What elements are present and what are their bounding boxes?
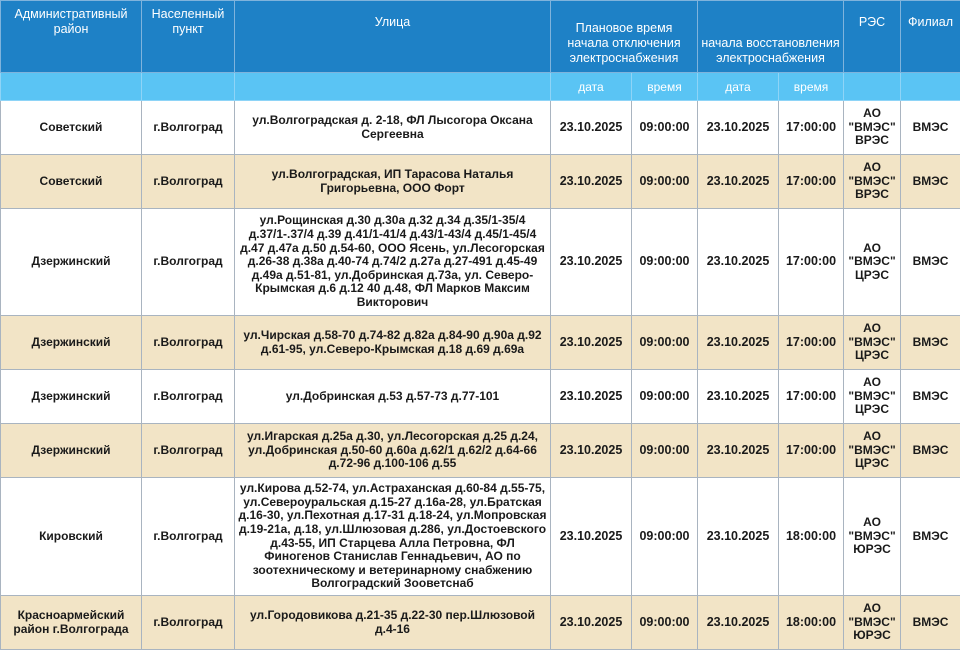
- end-time-cell: 17:00:00: [779, 424, 844, 478]
- start-time-cell: 09:00:00: [632, 370, 698, 424]
- table-row: [1, 424, 960, 478]
- col-planned-start-header: Плановое время начала отключения электроснабжения: [551, 1, 698, 73]
- district-cell: Кировский: [1, 478, 142, 596]
- street-cell: ул.Кирова д.52-74, ул.Астраханская д.60-84 д.55-75, ул.Североуральская д.15-27 д.16а-28, ул.Братская д.16-30, ул.Пехотная д.17-31 д.18-24, ул.Мопровская д.19-21а, д.18, ул.Шлюзовая д.286, ул.Достоевского д.43-55, ИП Старцева Алла Петровна, ФЛ Финогенов Станислав Геннадьевич, АО по зоотехническому и ветеринарному снабжению Волгоградский Зооветснаб: [235, 478, 551, 596]
- start-date-cell: 23.10.2025: [551, 101, 632, 155]
- start-date-cell: 23.10.2025: [551, 596, 632, 650]
- end-time-cell: 17:00:00: [779, 370, 844, 424]
- locality-cell: г.Волгоград: [142, 424, 235, 478]
- district-cell: Дзержинский: [1, 424, 142, 478]
- start-time-cell: 09:00:00: [632, 209, 698, 316]
- header-row: [1, 1, 960, 73]
- start-date-cell: 23.10.2025: [551, 370, 632, 424]
- branch-cell: ВМЭС: [901, 316, 960, 370]
- table-row: [1, 370, 960, 424]
- res-cell: АО "ВМЭС" ВРЭС: [844, 101, 901, 155]
- col-branch-header: Филиал: [901, 1, 960, 73]
- street-cell: ул.Добринская д.53 д.57-73 д.77-101: [235, 370, 551, 424]
- subheader-empty: [142, 73, 235, 101]
- table-row: [1, 316, 960, 370]
- end-date-cell: 23.10.2025: [698, 370, 779, 424]
- start-time-cell: 09:00:00: [632, 316, 698, 370]
- col-planned-restore-header: начала восстановления электроснабжения: [698, 1, 844, 73]
- start-time-cell: 09:00:00: [632, 424, 698, 478]
- locality-cell: г.Волгоград: [142, 370, 235, 424]
- branch-cell: ВМЭС: [901, 424, 960, 478]
- col-locality-header: Населенный пункт: [142, 1, 235, 73]
- district-cell: Советский: [1, 101, 142, 155]
- locality-cell: г.Волгоград: [142, 209, 235, 316]
- res-cell: АО "ВМЭС" ЦРЭС: [844, 316, 901, 370]
- district-cell: Дзержинский: [1, 209, 142, 316]
- end-time-cell: 18:00:00: [779, 596, 844, 650]
- end-time-cell: 17:00:00: [779, 209, 844, 316]
- end-time-cell: 18:00:00: [779, 478, 844, 596]
- branch-cell: ВМЭС: [901, 478, 960, 596]
- street-cell: ул.Волгоградская д. 2-18, ФЛ Лысогора Оксана Сергеевна: [235, 101, 551, 155]
- start-date-cell: 23.10.2025: [551, 316, 632, 370]
- res-cell: АО "ВМЭС" ВРЭС: [844, 155, 901, 209]
- res-cell: АО "ВМЭС" ЦРЭС: [844, 209, 901, 316]
- table-row: [1, 209, 960, 316]
- res-cell: АО "ВМЭС" ЦРЭС: [844, 370, 901, 424]
- end-date-cell: 23.10.2025: [698, 209, 779, 316]
- branch-cell: ВМЭС: [901, 155, 960, 209]
- locality-cell: г.Волгоград: [142, 596, 235, 650]
- end-date-cell: 23.10.2025: [698, 596, 779, 650]
- subheader-row: [1, 73, 960, 101]
- start-date-cell: 23.10.2025: [551, 155, 632, 209]
- subheader-empty: [235, 73, 551, 101]
- end-date-cell: 23.10.2025: [698, 155, 779, 209]
- end-date-cell: 23.10.2025: [698, 478, 779, 596]
- res-cell: АО "ВМЭС" ЮРЭС: [844, 596, 901, 650]
- district-cell: Красноармейский район г.Волгограда: [1, 596, 142, 650]
- table-row: [1, 155, 960, 209]
- street-cell: ул.Волгоградская, ИП Тарасова Наталья Григорьевна, ООО Форт: [235, 155, 551, 209]
- street-cell: ул.Чирская д.58-70 д.74-82 д.82а д.84-90 д.90а д.92 д.61-95, ул.Северо-Крымская д.18 д.69 д.69а: [235, 316, 551, 370]
- district-cell: Советский: [1, 155, 142, 209]
- subheader-empty: [844, 73, 901, 101]
- subheader-empty: [901, 73, 960, 101]
- start-date-cell: 23.10.2025: [551, 209, 632, 316]
- branch-cell: ВМЭС: [901, 209, 960, 316]
- start-date-cell: 23.10.2025: [551, 478, 632, 596]
- start-date-cell: 23.10.2025: [551, 424, 632, 478]
- col-street-header: Улица: [235, 1, 551, 73]
- start-time-cell: 09:00:00: [632, 478, 698, 596]
- end-time-cell: 17:00:00: [779, 316, 844, 370]
- table-row: [1, 101, 960, 155]
- district-cell: Дзержинский: [1, 370, 142, 424]
- locality-cell: г.Волгоград: [142, 155, 235, 209]
- res-cell: АО "ВМЭС" ЮРЭС: [844, 478, 901, 596]
- subheader-empty: [1, 73, 142, 101]
- street-cell: ул.Игарская д.25а д.30, ул.Лесогорская д.25 д.24, ул.Добринская д.50-60 д.60а д.62/1 д.62/2 д.64-66 д.72-96 д.100-106 д.55: [235, 424, 551, 478]
- locality-cell: г.Волгоград: [142, 101, 235, 155]
- end-date-cell: 23.10.2025: [698, 101, 779, 155]
- subheader-end-time: время: [779, 73, 844, 101]
- start-time-cell: 09:00:00: [632, 155, 698, 209]
- locality-cell: г.Волгоград: [142, 316, 235, 370]
- res-cell: АО "ВМЭС" ЦРЭС: [844, 424, 901, 478]
- locality-cell: г.Волгоград: [142, 478, 235, 596]
- table-row: [1, 596, 960, 650]
- branch-cell: ВМЭС: [901, 370, 960, 424]
- col-district-header: Административный район: [1, 1, 142, 73]
- end-time-cell: 17:00:00: [779, 101, 844, 155]
- end-date-cell: 23.10.2025: [698, 424, 779, 478]
- district-cell: Дзержинский: [1, 316, 142, 370]
- subheader-start-date: дата: [551, 73, 632, 101]
- table-row: [1, 478, 960, 596]
- end-date-cell: 23.10.2025: [698, 316, 779, 370]
- branch-cell: ВМЭС: [901, 596, 960, 650]
- start-time-cell: 09:00:00: [632, 101, 698, 155]
- end-time-cell: 17:00:00: [779, 155, 844, 209]
- street-cell: ул.Рощинская д.30 д.30а д.32 д.34 д.35/1-35/4 д.37/1-.37/4 д.39 д.41/1-41/4 д.43/1-43/4 д.45/1-45/4 д.47 д.47а д.50 д.54-60, ООО Ясень, ул.Лесогорская д.26-38 д.38а д.40-74 д.74/2 д.27а д.27-491 д.45-49 д.49а д.51-81, ул.Добринская д.73а, ул. Северо-Крымская д.6 д.12 40 д.48, ФЛ Марков Максим Викторович: [235, 209, 551, 316]
- col-res-header: РЭС: [844, 1, 901, 73]
- subheader-start-time: время: [632, 73, 698, 101]
- start-time-cell: 09:00:00: [632, 596, 698, 650]
- branch-cell: ВМЭС: [901, 101, 960, 155]
- street-cell: ул.Городовикова д.21-35 д.22-30 пер.Шлюзовой д.4-16: [235, 596, 551, 650]
- subheader-end-date: дата: [698, 73, 779, 101]
